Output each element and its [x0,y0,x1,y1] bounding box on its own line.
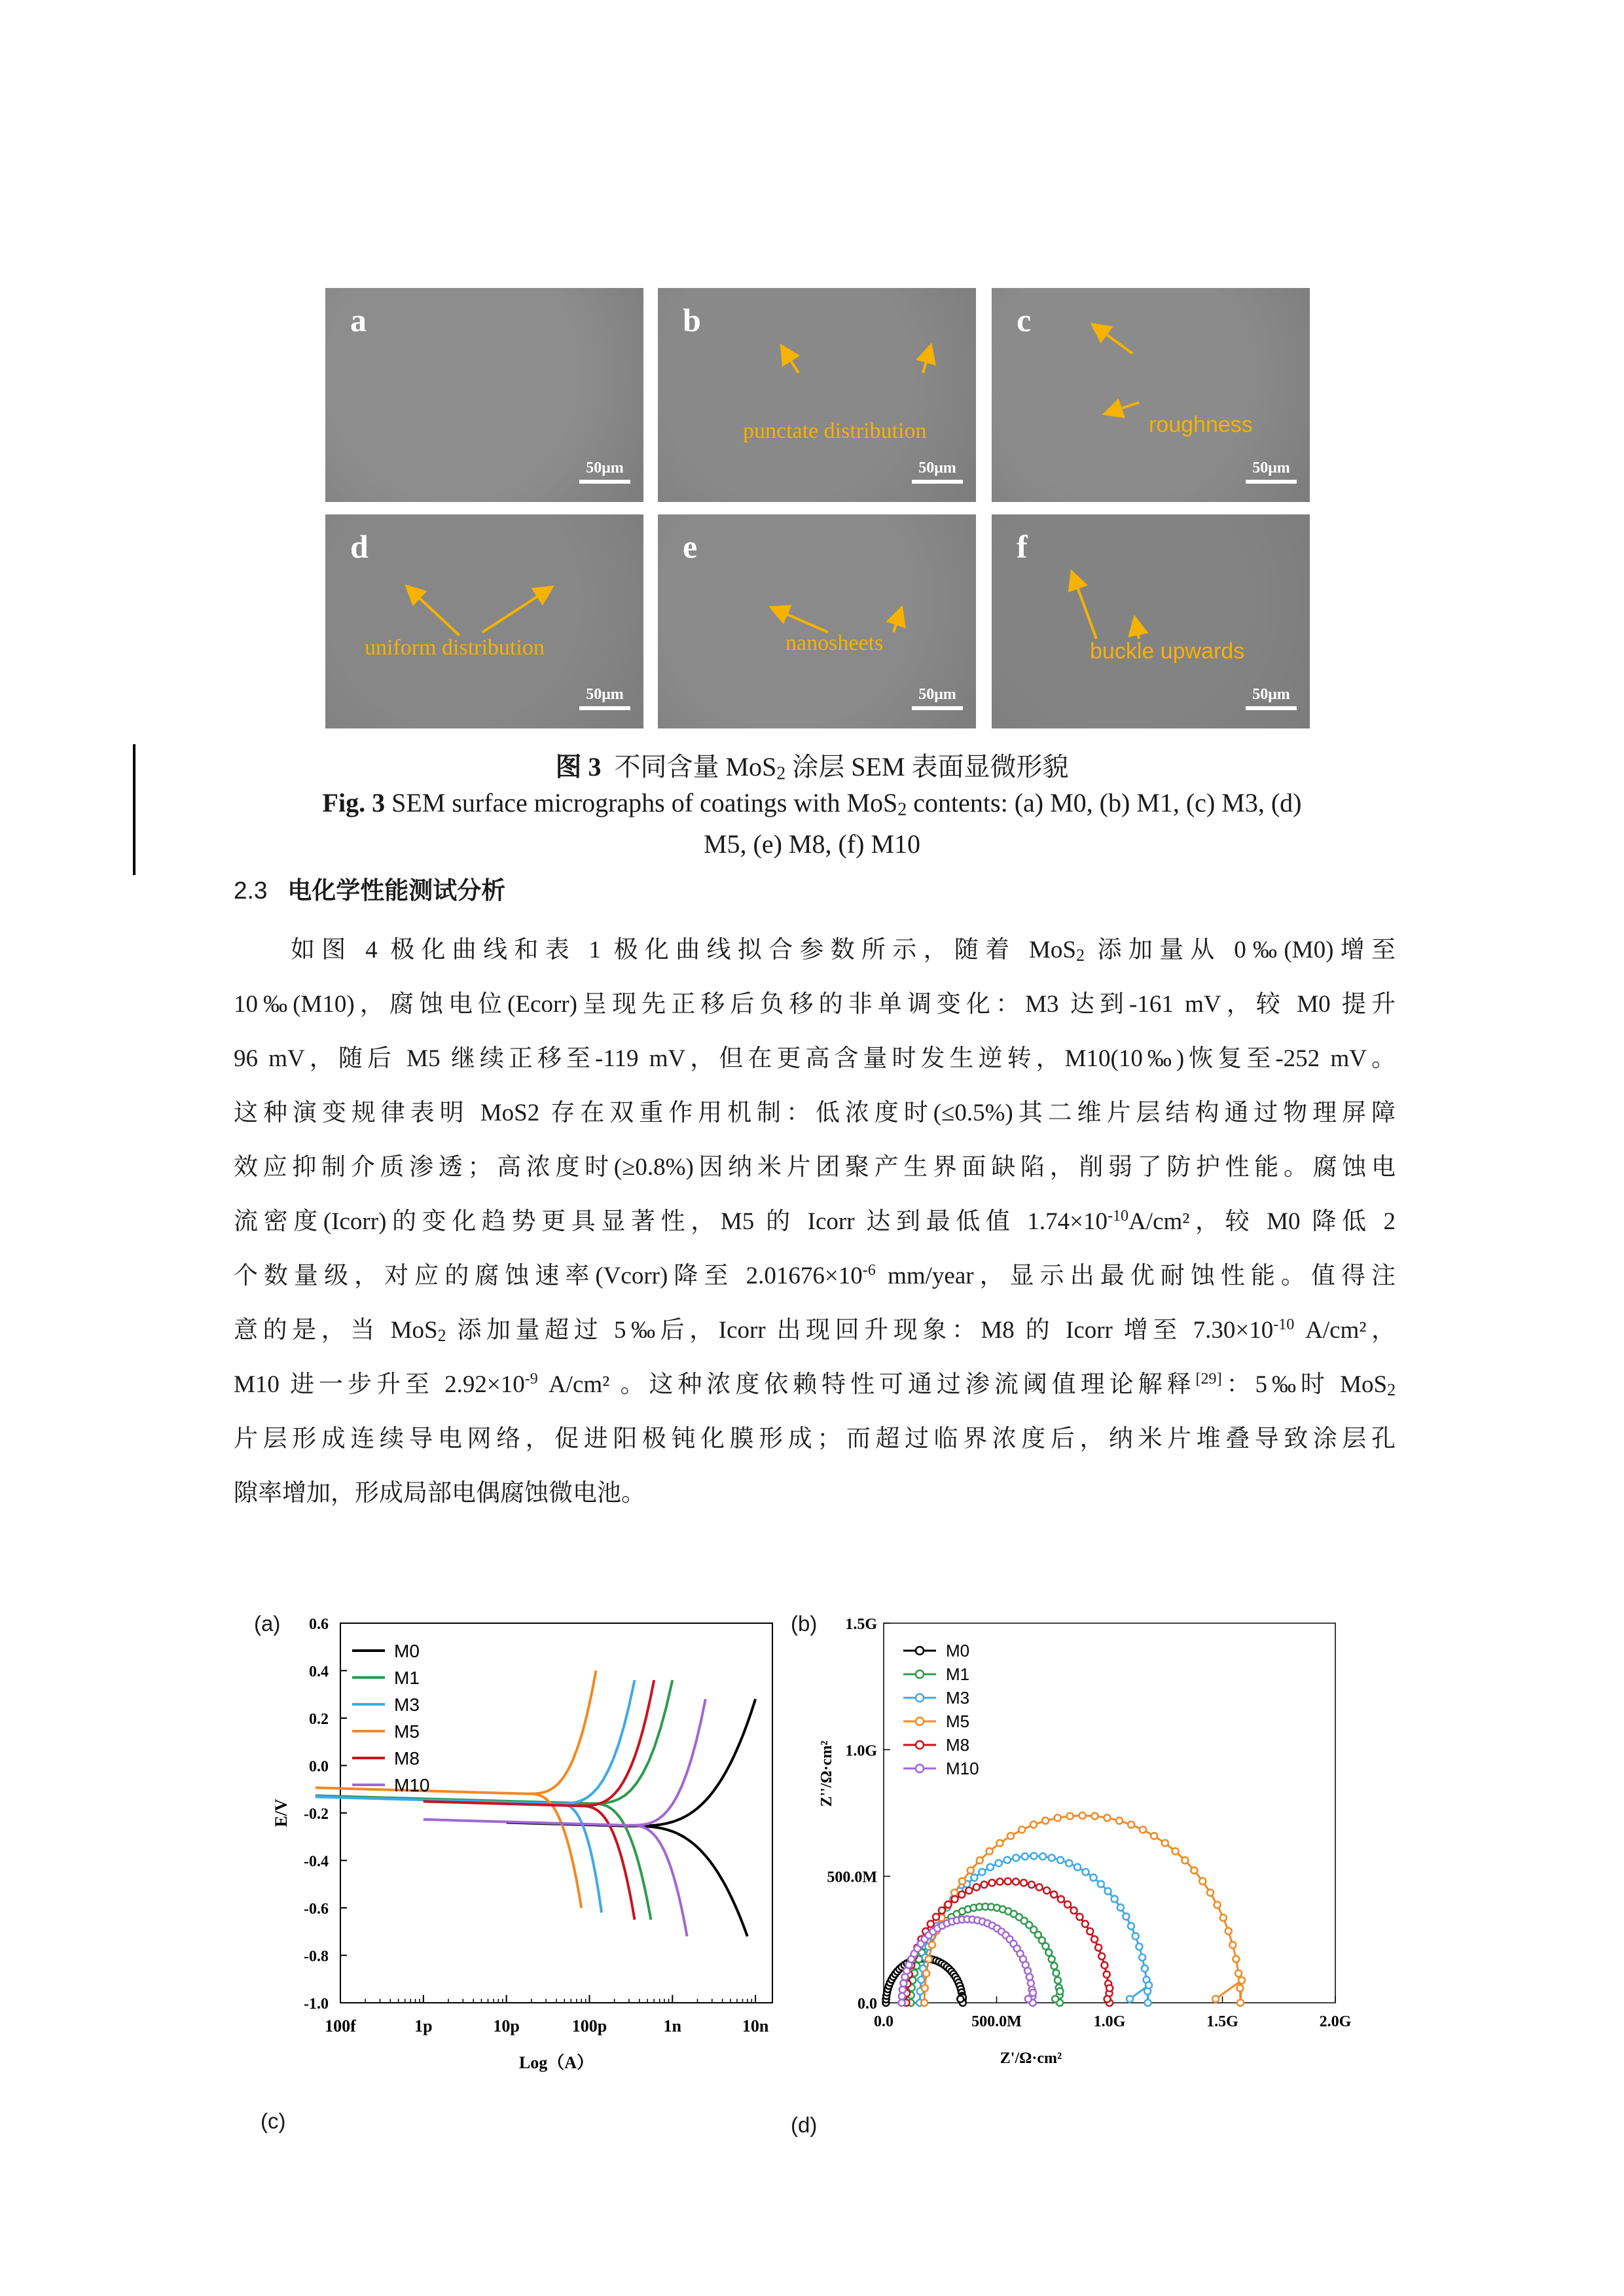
nyquist-point-M5 [1238,1977,1245,1984]
nyquist-point-M3 [1111,1895,1118,1902]
nyquist-point-M3 [987,1864,994,1871]
x-tick-label: 2.0G [1319,2013,1352,2030]
nyquist-chart [792,1610,1381,2094]
subscript: 2 [1076,946,1085,965]
legend-label-M3: M3 [946,1688,970,1708]
sem-annotation: roughness [1149,412,1253,437]
nyquist-point-M1 [1042,1943,1049,1950]
x-tick-label: 1.0G [1093,2013,1126,2030]
sem-annotation: nanosheets [785,631,884,655]
nyquist-point-M5 [959,1878,965,1884]
panel-label-d: (d) [791,2113,818,2137]
x-tick-label: 100p [571,2017,607,2036]
figure3-label-en: Fig. 3 [322,788,386,817]
legend-marker-M10 [916,1765,924,1772]
nyquist-point-M10 [899,1986,906,1993]
nyquist-point-M5 [1079,1812,1086,1819]
legend-marker-M0 [916,1647,924,1655]
scale-bar-line [579,480,630,484]
text-run: 意的是，当 MoS [234,1317,438,1344]
superscript: -10 [1108,1207,1129,1225]
section-title: 电化学性能测试分析 [287,877,506,904]
scale-bar [1246,686,1297,710]
nyquist-point-M8 [1106,1985,1113,1992]
nyquist-point-M5 [996,1840,1003,1846]
nyquist-point-M8 [1082,1921,1089,1928]
nyquist-point-M3 [1049,1855,1055,1861]
legend-label-M8: M8 [394,1748,420,1768]
paragraph-line: 96 mV，随后 M5 继续正移至-119 mV，但在更高含量时发生逆转，M10(10‰)恢复至-252 mV。 [234,1045,1396,1072]
nyquist-point-M10 [899,2000,905,2006]
x-tick-label: 1.5G [1206,2013,1238,2030]
body-paragraph [234,923,1396,1520]
nyquist-point-M5 [1042,1818,1049,1824]
nyquist-point-M5 [1140,1827,1146,1833]
nyquist-point-M3 [1146,1982,1152,1988]
nyquist-point-M5 [1214,1902,1221,1909]
nyquist-point-M3 [1117,1904,1124,1910]
x-tick-label: 100f [325,2017,356,2036]
figure3-caption-cn-text: 不同含量 MoS [614,752,777,781]
subscript: 2 [1387,1380,1396,1400]
nyquist-point-M3 [1132,1933,1139,1939]
sem-annotation: punctate distribution [743,419,927,443]
y-tick-label: 0.4 [309,1663,329,1681]
figure3-caption-en-text-tail: contents: (a) M0, (b) M1, (c) M3, (d) [907,788,1302,817]
x-tick-label: 10n [742,2017,769,2036]
nyquist-point-M8 [1095,1945,1102,1951]
superscript: -9 [524,1370,538,1388]
subscript: 2 [437,1326,446,1346]
nyquist-point-M3 [1136,1943,1142,1950]
scale-bar [579,686,630,710]
nyquist-point-M10 [1028,1980,1034,1986]
superscript: -6 [862,1261,876,1279]
y-tick-label: -0.8 [304,1948,329,1965]
paragraph-line [234,1194,1396,1249]
nyquist-point-M5 [1182,1857,1188,1863]
nyquist-point-M1 [1053,1970,1060,1977]
sem-annotation: buckle upwards [1090,639,1245,664]
nyquist-point-M3 [1030,1853,1037,1859]
nyquist-point-M8 [1013,1878,1019,1885]
legend-label-M1: M1 [394,1668,420,1688]
scale-bar-label: 50μm [586,459,624,476]
legend-label-M10: M10 [394,1775,430,1795]
nyquist-point-M5 [1007,1833,1014,1839]
legend-marker-M8 [916,1741,924,1749]
y-tick-label: 0.2 [309,1711,329,1728]
nyquist-point-M5 [1128,1821,1134,1828]
text-run: mm/year，显示出最优耐蚀性能。值得注 [875,1263,1396,1289]
nyquist-point-M5 [1151,1833,1157,1839]
nyquist-point-M8 [1098,1953,1105,1960]
sem-panel-letter: f [1017,528,1028,565]
superscript: -10 [1273,1316,1295,1333]
scale-bar [579,459,630,484]
annotation-arrow [410,590,460,636]
nyquist-point-M8 [1043,1888,1050,1894]
nyquist-point-M8 [1058,1896,1064,1903]
text-run: M10 进一步升至 2.92×10 [234,1371,525,1398]
nyquist-point-M10 [899,1993,905,2000]
y-axis-label: Z''/Ω·cm² [818,1740,835,1807]
x-tick-label: 1p [414,2017,433,2036]
y-tick-label: 1.5G [845,1616,877,1633]
nyquist-point-M5 [1229,1942,1236,1948]
figure3-caption-en-line2: M5, (e) M8, (f) M10 [703,829,921,859]
nyquist-point-M10 [1030,1990,1036,1996]
nyquist-point-M8 [1101,1962,1108,1969]
sem-panel-d [325,514,643,728]
scale-bar-label: 50μm [918,459,956,476]
nyquist-point-M3 [1142,1965,1148,1972]
nyquist-point-M3 [1066,1860,1072,1867]
legend-marker-M3 [916,1694,924,1702]
figure3-caption-en-text: SEM surface micrographs of coatings with MoS [385,788,898,817]
sem-panel-e [658,514,976,728]
scale-bar-line [579,706,630,710]
nyquist-point-M5 [1067,1813,1074,1820]
nyquist-point-M5 [977,1857,983,1863]
scale-bar [912,459,963,484]
panel-label-b: (b) [791,1611,818,1636]
nyquist-point-M3 [1128,1923,1134,1929]
nyquist-point-M5 [986,1848,993,1855]
nyquist-point-M8 [1036,1884,1043,1891]
paragraph-line: 这种演变规律表明 MoS2 存在双重作用机制：低浓度时(≤0.5%)其二维片层结构通过物理屏障 [234,1100,1396,1126]
nyquist-point-M3 [1013,1855,1019,1861]
sem-panel-letter: b [683,302,701,338]
sem-panel-c [992,288,1310,502]
nyquist-point-M5 [1235,1970,1242,1977]
sem-panel-letter: e [683,528,698,565]
nyquist-point-M5 [929,1942,935,1948]
nyquist-point-M5 [1092,1813,1098,1820]
annotation-arrow [482,590,548,632]
nyquist-point-M8 [952,1896,958,1903]
legend-label-M0: M0 [394,1641,420,1661]
annotation-arrow [893,613,900,632]
nyquist-point-M3 [1022,1853,1028,1859]
legend-label-M1: M1 [946,1664,970,1684]
nyquist-point-M3 [1139,1954,1146,1961]
nyquist-point-M5 [1199,1878,1206,1884]
nyquist-point-M3 [1127,1996,1133,2002]
scale-bar-line [912,706,963,710]
nyquist-point-M8 [989,1880,996,1886]
nyquist-point-M8 [965,1888,972,1894]
figure3-label-cn: 图 3 [555,752,602,781]
nyquist-point-M8 [928,1921,934,1928]
nyquist-point-M5 [1055,1814,1061,1821]
nyquist-point-M3 [1039,1853,1046,1859]
sem-panel-letter: c [1017,302,1032,338]
legend-label-M8: M8 [946,1735,970,1755]
nyquist-point-M8 [1064,1901,1071,1908]
y-tick-label: -1.0 [304,1996,329,2013]
nyquist-point-M5 [951,1890,958,1896]
nyquist-point-M3 [1123,1913,1129,1920]
scale-bar-label: 50μm [1252,459,1290,476]
nyquist-point-M3 [1145,2000,1151,2006]
y-tick-label: 1.0G [845,1742,877,1760]
nyquist-point-M3 [1057,1857,1064,1863]
sem-panel-a [325,288,643,502]
nyquist-point-M5 [1191,1867,1197,1874]
annotation-arrow [1110,403,1139,412]
text-run: 添加量超过 5‰后，Icorr 出现回升现象：M8 的 Icorr 增至 7.30×10 [446,1317,1274,1344]
y-tick-label: -0.6 [304,1901,329,1918]
text-run: 如图 4 极化曲线和表 1 极化曲线拟合参数所示，随着 MoS [291,937,1077,963]
nyquist-point-M8 [933,1914,939,1920]
scale-bar [912,686,963,710]
nyquist-point-M8 [1028,1882,1035,1888]
nyquist-point-M8 [1091,1936,1098,1943]
nyquist-point-M5 [1162,1840,1168,1846]
nyquist-point-M1 [1052,1996,1058,2002]
scale-bar-label: 50μm [1252,686,1290,703]
legend-label-M0: M0 [946,1641,970,1660]
y-tick-label: 500.0M [827,1869,877,1886]
section-number: 2.3 [234,877,268,904]
nyquist-point-M5 [923,1970,929,1977]
nyquist-point-M5 [1220,1914,1227,1921]
paragraph-line [234,1357,1396,1412]
nyquist-point-M3 [1004,1857,1011,1863]
figure3-caption-en [0,787,1624,818]
legend-label-M5: M5 [946,1712,970,1731]
nyquist-point-M3 [1083,1869,1089,1875]
sem-panel-b [658,288,976,502]
nyquist-point-M5 [967,1867,974,1874]
nyquist-point-M1 [1055,1977,1061,1984]
figure3-caption-cn [0,746,1624,783]
legend-label-M5: M5 [394,1721,420,1742]
paragraph-line: 片层形成连续导电网络，促进阳极钝化膜形成；而超过临界浓度后，纳米片堆叠导致涂层孔 [234,1426,1396,1452]
scale-bar-line [912,480,963,484]
nyquist-point-M5 [1104,1814,1110,1821]
citation[interactable]: [29] [1195,1370,1222,1388]
paragraph-line [234,1249,1396,1303]
x-axis-label: Z'/Ω·cm² [1000,2050,1062,2067]
nyquist-point-M10 [1026,1974,1033,1981]
nyquist-point-M1 [1051,1963,1057,1969]
nyquist-point-M1 [1045,1949,1052,1956]
legend-marker-M1 [916,1670,924,1678]
paragraph-line: 隙率增加，形成局部电偶腐蚀微电池。 [234,1480,645,1507]
polarization-chart [262,1610,785,2094]
text-run: 流密度(Icorr)的变化趋势更具显著性，M5 的 Icorr 达到最低值 1.74×10 [234,1208,1108,1235]
nyquist-point-M8 [1104,1996,1111,2002]
scale-bar-line [1246,480,1297,484]
y-axis-label: E/V [272,1799,291,1827]
nyquist-point-M5 [1225,1928,1232,1935]
legend-marker-M5 [916,1717,924,1725]
y-tick-label: 0.6 [309,1616,329,1633]
nyquist-point-M3 [918,1977,924,1983]
scale-bar-line [1246,706,1297,710]
paragraph-line: 效应抑制介质渗透；高浓度时(≥0.8%)因纳米片团聚产生界面缺陷，削弱了防护性能。腐蚀电 [234,1154,1396,1181]
nyquist-point-M5 [1236,1985,1243,1992]
sem-annotation: uniform distribution [365,636,545,660]
paragraph-line: 10‰(M10)，腐蚀电位(Ecorr)呈现先正移后负移的非单调变化：M3 达到-161 mV，较 M0 提升 [234,991,1396,1018]
nyquist-point-M8 [1071,1907,1077,1914]
nyquist-point-M5 [1172,1848,1179,1855]
section-heading [234,870,505,906]
scale-bar-label: 50μm [586,686,624,703]
x-tick-label: 1n [663,2017,682,2036]
nyquist-point-M3 [971,1874,977,1881]
annotation-arrow [784,350,799,373]
nyquist-point-M8 [997,1878,1003,1885]
annotation-arrow [1074,577,1096,639]
nyquist-point-M8 [939,1907,945,1914]
nyquist-point-M10 [900,1980,907,1986]
nyquist-point-M8 [1087,1928,1093,1935]
scale-bar-label: 50μm [918,686,956,703]
nyquist-point-M5 [921,2000,928,2006]
figure3-caption-cn-text-tail: 涂层 SEM 表面显微形貌 [785,752,1069,781]
x-tick-label: 10p [493,2017,520,2036]
annotation-arrow [1136,622,1139,639]
nyquist-point-M8 [1051,1892,1057,1898]
nyquist-point-M3 [1091,1874,1097,1881]
nyquist-point-M8 [981,1882,988,1888]
nyquist-point-M5 [1237,2000,1244,2006]
annotation-arrow [1096,327,1132,353]
nyquist-point-M10 [1025,1996,1032,2002]
text-run: ：5‰时 MoS [1221,1371,1388,1398]
nyquist-point-M5 [922,1985,928,1992]
nyquist-point-M8 [1104,1971,1110,1978]
annotation-arrow [776,609,828,632]
nyquist-point-M5 [1233,1956,1239,1962]
sem-panel-letter: d [350,528,369,565]
x-tick-label: 0.0 [874,2013,893,2030]
text-run: A/cm² 。这种浓度依赖特性可通过渗流阈值理论解释 [537,1371,1196,1398]
y-tick-label: 0.0 [309,1758,329,1776]
sem-panel-f [992,514,1310,728]
text-run: 添加量从 0‰(M0)增至 [1084,937,1396,963]
nyquist-point-M8 [945,1901,952,1908]
nyquist-point-M3 [979,1869,985,1875]
nyquist-point-M1 [1049,1956,1055,1962]
nyquist-point-M3 [1098,1881,1104,1888]
y-tick-label: 0.0 [857,1996,877,2013]
nyquist-point-M8 [1005,1878,1011,1884]
nyquist-point-M3 [1074,1864,1081,1871]
sem-panel-letter: a [350,302,367,338]
nyquist-point-M0 [957,1996,964,2002]
annotation-arrow [923,350,929,373]
nyquist-point-M8 [1077,1914,1083,1920]
legend-label-M3: M3 [394,1695,420,1715]
scale-bar [1246,459,1297,484]
x-axis-label: Log（A） [518,2053,594,2072]
x-tick-label: 500.0M [971,2013,1022,2030]
legend-label-M10: M10 [946,1759,979,1778]
paragraph-line [234,923,1396,977]
figure3-caption-cn-subscript: 2 [776,763,786,784]
panel-label-a: (a) [254,1611,281,1636]
nyquist-point-M1 [1056,1988,1063,1994]
nyquist-point-M8 [1020,1880,1027,1886]
y-tick-label: -0.4 [304,1853,329,1871]
nyquist-point-M5 [926,1956,932,1962]
paragraph-line [234,1303,1396,1357]
nyquist-point-M5 [1212,1996,1219,2002]
panel-label-c: (c) [261,2109,286,2133]
nyquist-point-M5 [1030,1821,1037,1828]
figure3-caption-en-subscript: 2 [897,799,907,820]
nyquist-point-M5 [1019,1827,1025,1833]
text-run: 个数量级，对应的腐蚀速率(Vcorr)降至 2.01676×10 [234,1263,863,1289]
nyquist-point-M3 [1105,1888,1111,1895]
nyquist-point-M8 [958,1892,965,1898]
nyquist-point-M5 [1116,1818,1123,1824]
text-run: A/cm²，较 M0 降低 2 [1128,1208,1396,1235]
nyquist-point-M3 [996,1860,1002,1867]
nyquist-point-M5 [1207,1890,1214,1896]
y-tick-label: -0.2 [304,1806,329,1823]
text-run: A/cm²， [1294,1317,1396,1344]
nyquist-point-M8 [973,1884,980,1891]
